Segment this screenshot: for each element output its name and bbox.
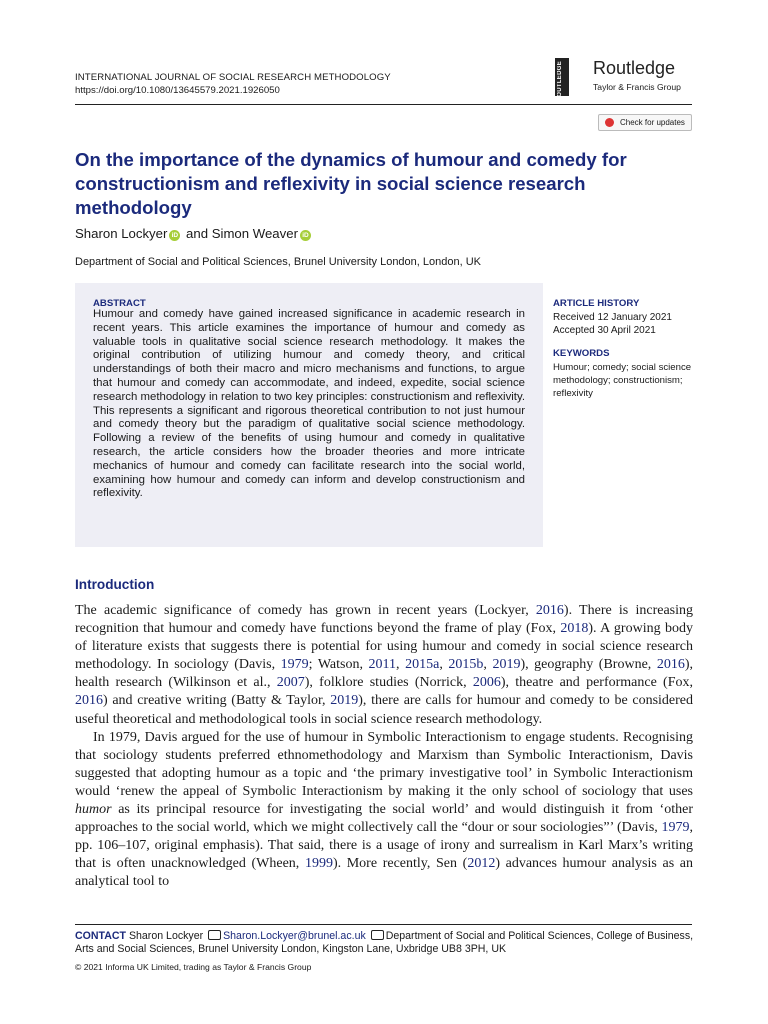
affiliation: Department of Social and Political Sciences, Brunel University London, London, UK xyxy=(75,256,482,268)
contact-email[interactable]: Sharon.Lockyer@brunel.ac.uk xyxy=(223,930,366,942)
author-conjunction: and xyxy=(182,226,212,241)
publisher-subtitle: Taylor & Francis Group xyxy=(593,82,681,92)
section-heading: Introduction xyxy=(75,577,155,592)
author-line xyxy=(75,226,313,241)
accepted-date: Accepted 30 April 2021 xyxy=(553,325,656,337)
header-rule xyxy=(75,104,692,105)
abstract-text: Humour and comedy have gained increased significance in academic research in recent years. This article examines the importance of humour and comedy as valuable tools in qualitative social science research methodology. It makes the original contribution of utilizing humour and comedy theory, and critical understandings of both their macro and micro mechanisms and functions, to argue that humour and comedy can accommodate, and indeed, expedite, social science research methodology in relation to two key principles: constructionism and reflexivity. This represents a significant and rigorous theoretical contribution to not just humour and comedy theory but the paradigm of qualitative social science methodology. Following a review of the benefits of using humour and comedy in qualitative research, the article considers how the broader theories and more intricate mechanics of humour and comedy can facilitate research into the social world, examining how humour and comedy can inform and develop constructionism and reflexivity. xyxy=(93,308,525,500)
address-icon xyxy=(371,930,384,940)
keywords-heading: KEYWORDS xyxy=(553,348,610,359)
doi-link[interactable]: https://doi.org/10.1080/13645579.2021.1926050 xyxy=(75,85,280,96)
article-history xyxy=(553,311,672,338)
routledge-bar-icon: ROUTLEDGE xyxy=(555,58,569,96)
author-name[interactable]: Simon Weaver xyxy=(211,226,298,241)
journal-name: INTERNATIONAL JOURNAL OF SOCIAL RESEARCH METHODOLOGY xyxy=(75,72,391,83)
copyright: © 2021 Informa UK Limited, trading as Taylor & Francis Group xyxy=(75,962,312,972)
contact-address: Department of Social and Political Sciences, College of Business, Arts and Social Sciences, Brunel University London, Kingston Lane, Uxbridge UB8 3PH, UK xyxy=(75,930,694,956)
author-name[interactable]: Sharon Lockyer xyxy=(75,226,168,241)
abstract-heading: ABSTRACT xyxy=(93,298,146,309)
paragraph: In 1979, Davis argued for the use of humour in Symbolic Interactionism to engage students. Recognising that sociology students preferred ethnomethodology and Marxism than Symbolic Interactionism, Davis suggested that adopting humour as a topic and ‘the primary investigative tool’ in Symbolic Interactionism would ‘renew the appeal of Symbolic Interactionism by making it the only school of sociology that uses humor as its principal resource for investigating the social world’ and would distinguish it from ‘other approaches to the social world, which we might collectively call the “dour or sour sociologies”’ (Davis, 1979, pp. 106–107, original emphasis). That said, there is a usage of irony and surrealism in Karl Marx’s writing that is often unacknowledged (Wheen, 1999). More recently, Sen (2012) advances humour analysis as an analytical tool to xyxy=(75,729,693,890)
contact-name: Sharon Lockyer xyxy=(126,930,207,942)
footer-rule xyxy=(75,924,692,925)
keywords-list: Humour; comedy; social science methodology; constructionism; reflexivity xyxy=(553,362,692,400)
update-icon xyxy=(605,118,614,127)
publisher-name: Routledge xyxy=(593,58,676,78)
body-text xyxy=(75,602,693,892)
orcid-icon[interactable]: iD xyxy=(169,230,180,241)
article-title: On the importance of the dynamics of humour and comedy for constructionism and reflexivity in social science research methodology xyxy=(75,149,627,218)
article-history-heading: ARTICLE HISTORY xyxy=(553,298,640,309)
contact-info xyxy=(75,930,695,957)
orcid-icon[interactable]: iD xyxy=(300,230,311,241)
check-for-updates-button[interactable] xyxy=(598,114,692,131)
email-icon xyxy=(208,930,221,940)
paragraph: The academic significance of comedy has grown in recent years (Lockyer, 2016). There is increasing recognition that humour and comedy have functions beyond the frame of play (Fox, 2018). A growing body of literature exists that suggests there is potential for using humour and comedy in social science research methodology. In sociology (Davis, 1979; Watson, 2011, 2015a, 2015b, 2019), geography (Browne, 2016), health research (Wilkinson et al., 2007), folklore studies (Norrick, 2006), theatre and performance (Fox, 2016) and creative writing (Batty & Taylor, 2019), there are calls for humour and comedy to be considered useful theoretical and methodological tools in social science research methodology. xyxy=(75,603,694,727)
check-for-updates-label: Check for updates xyxy=(620,118,685,127)
received-date: Received 12 January 2021 xyxy=(553,312,672,323)
contact-label: CONTACT xyxy=(75,930,126,942)
